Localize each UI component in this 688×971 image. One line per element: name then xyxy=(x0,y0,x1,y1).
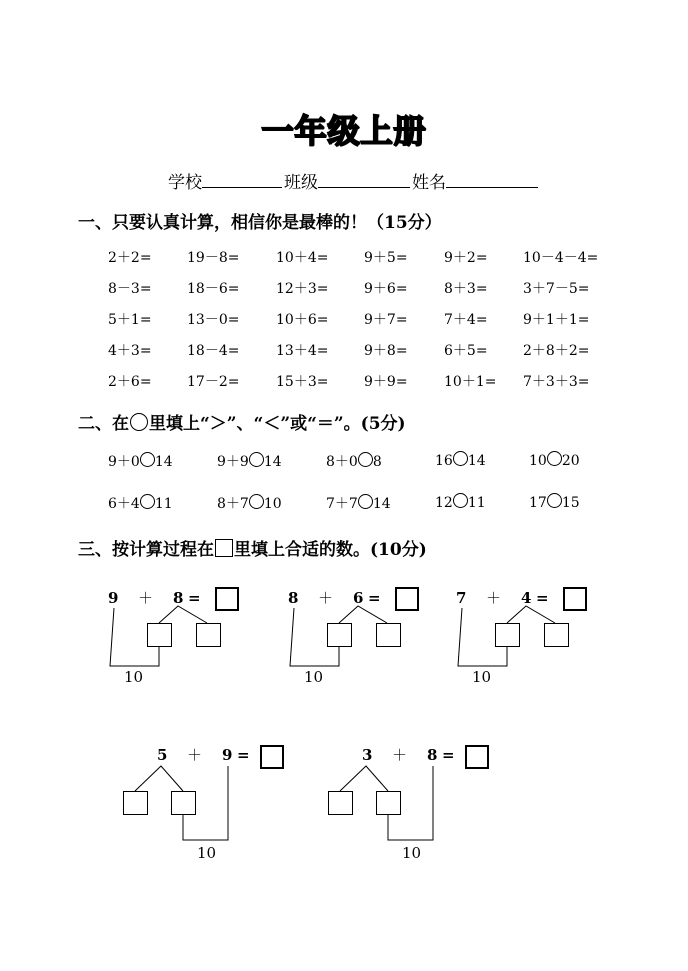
class-label: 班级 xyxy=(284,173,318,193)
ten-label: 10 xyxy=(472,668,492,686)
exercise-item: 2＋2= xyxy=(108,250,152,266)
exercise-item: 9＋8= xyxy=(364,343,408,359)
addend-a: 8 xyxy=(288,589,299,607)
addend-b: 9 xyxy=(222,746,233,764)
split-branch xyxy=(507,606,555,623)
compare-right: 14 xyxy=(154,454,173,470)
exercise-item: 4＋3= xyxy=(108,343,152,359)
exercise-item: 18－4= xyxy=(187,343,240,359)
compare-right: 11 xyxy=(154,496,173,512)
school-label: 学校 xyxy=(168,173,202,193)
equals-sign: = xyxy=(188,589,201,607)
worksheet-title: 一年级上册 xyxy=(261,112,427,150)
compare-left: 16 xyxy=(435,453,453,469)
split-box-left[interactable] xyxy=(147,623,172,647)
plus-sign: ＋ xyxy=(138,589,154,607)
plus-sign: ＋ xyxy=(392,746,408,764)
split-box-right[interactable] xyxy=(196,623,221,647)
ten-label: 10 xyxy=(402,844,422,862)
compare-right: 10 xyxy=(263,496,282,512)
plus-sign: ＋ xyxy=(187,746,203,764)
compare-left: 17 xyxy=(529,495,547,511)
compare-left: 6＋4 xyxy=(108,496,140,512)
addend-b: 4 xyxy=(521,589,532,607)
equals-sign: = xyxy=(368,589,381,607)
split-box-left[interactable] xyxy=(495,623,520,647)
compare-right: 11 xyxy=(467,495,486,511)
split-box-left[interactable] xyxy=(328,791,353,815)
compare-left: 8＋0 xyxy=(326,454,358,470)
addend-b: 8 xyxy=(173,589,184,607)
split-box-right[interactable] xyxy=(376,791,401,815)
exercise-item: 6＋5= xyxy=(444,343,488,359)
compare-left: 8＋7 xyxy=(217,496,249,512)
split-branch xyxy=(159,606,207,623)
answer-box[interactable] xyxy=(563,587,587,611)
section3-title: 三、按计算过程在 里填上合适的数。(10分) xyxy=(78,540,427,560)
equals-sign: = xyxy=(536,589,549,607)
plus-sign: ＋ xyxy=(486,589,502,607)
exercise-item: 7＋4= xyxy=(444,312,488,328)
section1-title: 一、只要认真计算，相信你是最棒的！（15分） xyxy=(78,213,442,233)
split-box-right[interactable] xyxy=(544,623,569,647)
compare-right: 15 xyxy=(561,495,580,511)
answer-box[interactable] xyxy=(465,745,489,769)
exercise-item: 19－8= xyxy=(187,250,240,266)
addend-b: 8 xyxy=(427,746,438,764)
split-branch xyxy=(340,766,388,791)
plus-sign: ＋ xyxy=(318,589,334,607)
compare-right: 8 xyxy=(372,454,382,470)
exercise-item: 13＋4= xyxy=(276,343,329,359)
split-box-left[interactable] xyxy=(123,791,148,815)
split-box-left[interactable] xyxy=(327,623,352,647)
exercise-item: 7＋3＋3= xyxy=(523,374,590,390)
addend-b: 6 xyxy=(353,589,364,607)
exercise-item: 12＋3= xyxy=(276,281,329,297)
compare-left: 12 xyxy=(435,495,453,511)
exercise-item: 9＋7= xyxy=(364,312,408,328)
addend-a: 5 xyxy=(157,746,168,764)
compare-left: 9＋0 xyxy=(108,454,140,470)
split-branch xyxy=(339,606,387,623)
exercise-item: 3＋7－5= xyxy=(523,281,590,297)
exercise-item: 8－3= xyxy=(108,281,152,297)
compare-left: 9＋9 xyxy=(217,454,249,470)
exercise-item: 8＋3= xyxy=(444,281,488,297)
exercise-item: 9＋5= xyxy=(364,250,408,266)
ten-label: 10 xyxy=(124,668,144,686)
addend-a: 3 xyxy=(362,746,373,764)
ten-label: 10 xyxy=(304,668,324,686)
split-branch xyxy=(135,766,183,791)
exercise-item: 9＋2= xyxy=(444,250,488,266)
split-box-right[interactable] xyxy=(376,623,401,647)
exercise-item: 2＋6= xyxy=(108,374,152,390)
name-label: 姓名 xyxy=(412,173,446,193)
exercise-item: 2＋8＋2= xyxy=(523,343,590,359)
exercise-item: 18－6= xyxy=(187,281,240,297)
equals-sign: = xyxy=(237,746,250,764)
exercise-item: 10＋1= xyxy=(444,374,497,390)
exercise-item: 9＋9= xyxy=(364,374,408,390)
addend-a: 7 xyxy=(456,589,467,607)
exercise-item: 5＋1= xyxy=(108,312,152,328)
exercise-item: 17－2= xyxy=(187,374,240,390)
exercise-item: 10＋4= xyxy=(276,250,329,266)
exercise-item: 9＋1＋1= xyxy=(523,312,590,328)
exercise-item: 9＋6= xyxy=(364,281,408,297)
ten-label: 10 xyxy=(197,844,217,862)
compare-right: 20 xyxy=(561,453,580,469)
addend-a: 9 xyxy=(108,589,119,607)
equals-sign: = xyxy=(442,746,455,764)
compare-right: 14 xyxy=(372,496,391,512)
exercise-item: 10－4－4= xyxy=(523,250,599,266)
compare-left: 7＋7 xyxy=(326,496,358,512)
split-box-right[interactable] xyxy=(171,791,196,815)
compare-left: 10 xyxy=(529,453,547,469)
section2-title: 二、在 里填上“＞”、“＜”或“＝”。(5分) xyxy=(78,414,406,434)
answer-box[interactable] xyxy=(395,587,419,611)
answer-box[interactable] xyxy=(260,745,284,769)
compare-right: 14 xyxy=(263,454,282,470)
exercise-item: 13－0= xyxy=(187,312,240,328)
answer-box[interactable] xyxy=(215,587,239,611)
exercise-item: 15＋3= xyxy=(276,374,329,390)
exercise-item: 10＋6= xyxy=(276,312,329,328)
compare-right: 14 xyxy=(467,453,486,469)
